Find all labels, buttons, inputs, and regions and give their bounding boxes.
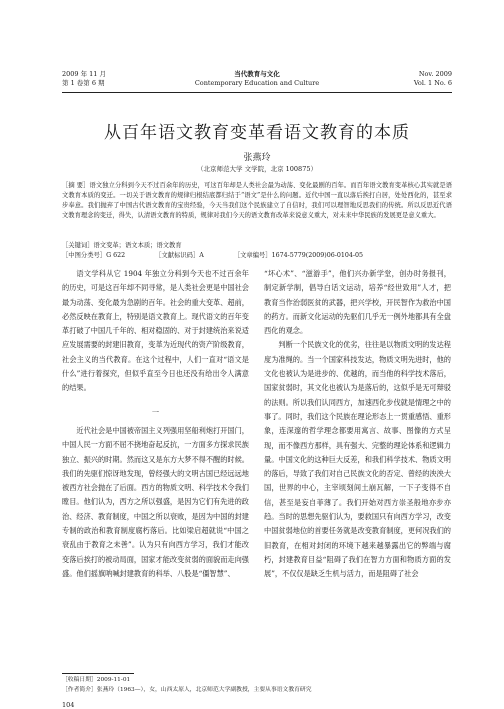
body-paragraph: 语文学科从它 1904 年独立分科到今天也不过百余年的历史，可是这百年却不同寻常，是人类社会更是中国社会最为动荡、变化最为急剧的百年。社会的重大变革、超前，必然反映在教育上，特别是语文教育上。现代语文的百年变革打破了中国几千年的、相对稳固的、对于封建统治来说适应发展需要的封建旧教育，变革为近现代的资产阶级教育，社会主义的当代教育。在这个过程中，人们一直对“语文是什么”进行着探究，但似乎直至今日也还没有给出令人满意的结果。 [62, 269, 249, 393]
footnote-received-date: ［收稿日期］2009-11-01 [62, 677, 131, 683]
header-date: 2009 年 11 月 [62, 70, 107, 78]
page-number: 104 [62, 701, 75, 709]
header-volume-en: Vol. 1 No. 6 [413, 79, 452, 87]
author-affiliation: （北京师范大学 文学院，北京 100875） [197, 165, 317, 173]
header-center [62, 70, 452, 88]
header-rule [62, 92, 452, 93]
classification-line [62, 251, 452, 261]
body-column-left [62, 267, 249, 581]
journal-name-en: Contemporary Education and Culture [194, 79, 320, 87]
running-header [62, 70, 452, 92]
body-paragraph: 近代社会是中国被帝国主义列强用坚船利炮打开国门，中国人民一方面不屈不挠地奋起反抗，一方面多方探求民族独立、振兴的时期。然而这又是东方大梦不得不醒的时候。我们的先驱们惊讶地发现，曾经强大的文明古国已经远远地被西方社会抛在了后面。西方的物质文明、科学技术令我们瞠目。他们认为，西方之所以强盛，是因为它们有先进的政治、经济、教育制度，中国之所以衰败，是因为中国的封建专制的政治和教育制度腐朽落后。比如梁启超就说“中国之衰乱由于教育之未善”。认为只有向西方学习，我们才能改变落后挨打的被动局面，国家才能改变贫弱的面貌而走向强盛。他们摇旗呐喊封建教育的科举、八股是“僵智慧”、 [62, 425, 249, 578]
body-column-right [264, 267, 451, 582]
article-title: 从百年语文教育变革看语文教育的本质 [104, 123, 410, 143]
abstract: ［摘 要］语文独立分科到今天不过百余年的历史，可这百年却是人类社会最为动荡、变化最剧的百年。而百年语文教育变革核心其实就是语文教育本质的变迁。一切关于语文教育的规律归根结底都归结于“语文”是什么的问题。近代中国一直以落后挨打自居，处处西化的，甚至求步奉意。我们抛弃了中国古代语文教育的宝贵经验，今天当我们这个民族建立了自信时，我们可以理智地反思我们的传统。所以反思近代语文教育理念的变迁，得失，认清语文教育的特质，规律对我们今天的语文教育改革来说意义重大，对未来中华民族的发展更是意义重大。 [62, 182, 452, 219]
header-right [414, 70, 452, 88]
clc-number: ［中图分类号］G 622 [62, 252, 126, 259]
body-paragraph: “坏心术”、“滋游手”，他们兴办新学堂，创办时务报刊，制定新学制，倡导白话文运动，培养“经世致用”人才，把教育当作治弱医贫的武器，把兴学校，开民智作为救治中国的药方。而新文化运动的先驱们几乎无一例外地都具有全盘西化的观念。 [264, 269, 451, 336]
footnotes [62, 676, 452, 695]
section-heading: 一 [151, 407, 160, 417]
header-volume: 第 1 卷第 6 期 [62, 79, 105, 87]
document-code: ［文献标识码］A [155, 252, 204, 259]
body-paragraph: 判断一个民族文化的优劣，往往是以物质文明的发达程度为准绳的。当一个国家科技发达，物质文明先进时，他的文化也被认为是进步的、优越的，而当他的科学技术落后，国家贫弱时，其文化也被认为是落后的，这似乎是无可辩驳的法则。所以我们认同西方，加速西化步伐就是情理之中的事了。同时，我们这个民族在理论形态上一贯重感悟、重形象，连深邃的哲学理念都要用寓言、故事、图像的方式呈现，而不像西方那样，具有强大、完整的理论体系和逻辑力量。中国文化的这种巨大反差，和我们科学技术、物质文明的落后，导致了我们对自己民族文化的否定、曾经的泱泱大国，世界的中心，主宰顷刻间土崩瓦解，一下子变得不自信，甚至是妄自菲薄了。我们开始对西方崇圣般地亦步亦趋。当时的思想先驱们认为，要救国只有向西方学习，改变中国贫弱地位的首要任务就是改变教育制度，更何况我们的旧教育，在相对封闭的环境下越来越暴露出它的弊端与腐朽，封建教育目益“阻碍了我们在智力方面和物质方面的发展”，不仅仅是缺乏生机与活力，而是阻碍了社会 [264, 340, 451, 579]
footnote-author-bio: ［作者简介］张燕玲（1963—），女，山西太原人，北京师范大学副教授，主要从事语文教育研究 [62, 686, 312, 693]
header-date-en: Nov. 2009 [418, 70, 452, 78]
article-author: 张燕玲 [243, 153, 271, 163]
footnote-rule [62, 673, 134, 674]
keywords: ［关键词］语文变革；语文本质；语文教育 [62, 242, 182, 249]
journal-name-cn: 当代教育与文化 [234, 70, 280, 78]
article-number: ［文章编号］1674-5779(2009)06-0104-05 [233, 252, 364, 259]
